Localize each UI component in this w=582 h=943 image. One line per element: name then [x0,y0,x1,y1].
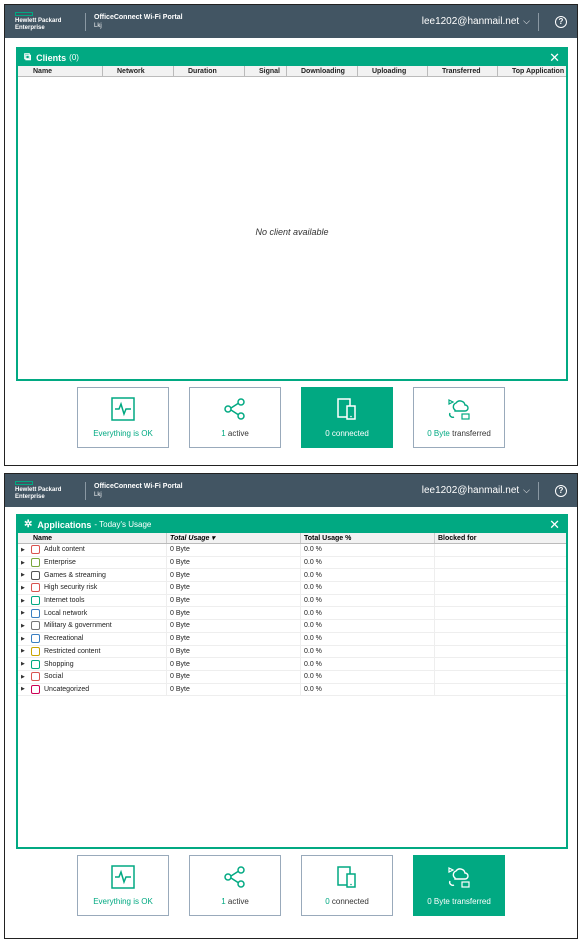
app-name: Internet tools [44,597,85,605]
app-name-cell [18,646,167,658]
total-usage-pct-cell: 0.0 % [301,569,435,581]
app-name-cell [18,544,167,556]
total-usage-pct-cell: 0.0 % [301,582,435,594]
app-name-cell [18,633,167,645]
devices-icon [335,865,359,889]
table-row[interactable] [18,557,566,570]
user-email: lee1202@hanmail.net [421,16,520,27]
portal-title: OfficeConnect Wi-Fi Portal [94,14,183,21]
total-usage-cell: 0 Byte [167,544,301,556]
logo-mark [15,12,33,16]
total-usage-pct-cell: 0.0 % [301,557,435,569]
games-icon [31,571,40,580]
close-icon[interactable]: ✕ [549,517,560,532]
chevron-down-icon: ⌵ [523,16,530,26]
total-usage-pct-cell: 0.0 % [301,658,435,670]
total-usage-cell: 0 Byte [167,671,301,683]
military-icon [31,621,40,630]
clients-count: (0) [69,53,79,62]
divider [538,482,539,500]
summary-tiles [77,855,505,916]
total-usage-pct-cell: 0.0 % [301,595,435,607]
clients-table-header [18,66,566,77]
transferred-label: transferred [452,897,491,906]
total-usage-cell: 0 Byte [167,569,301,581]
blocked-for-cell [435,557,566,569]
uncategorized-icon [31,685,40,694]
app-name-cell [18,620,167,632]
portal-title: OfficeConnect Wi-Fi Portal [94,483,183,490]
total-usage-pct-cell: 0.0 % [301,620,435,632]
chevron-down-icon: ⌵ [523,485,530,495]
table-row[interactable] [18,671,566,684]
expand-arrow-icon[interactable]: ▶ [21,661,25,668]
screen-applications [4,473,578,939]
app-name-cell [18,658,167,670]
col-name[interactable]: Name [18,533,167,543]
app-name-cell [18,684,167,696]
app-name: Local network [44,609,88,617]
brand-line1: Hewlett Packard [15,486,62,493]
expand-arrow-icon[interactable]: ▶ [21,584,25,591]
user-email: lee1202@hanmail.net [421,485,520,496]
table-row[interactable] [18,582,566,595]
blocked-for-cell [435,671,566,683]
table-row[interactable] [18,569,566,582]
user-menu[interactable] [422,485,530,496]
top-bar [5,5,577,38]
col-name[interactable]: Name [18,66,103,76]
expand-arrow-icon[interactable]: ▶ [21,622,25,629]
sort-desc-icon: ▾ [211,535,215,542]
expand-arrow-icon[interactable]: ▶ [21,597,25,604]
clients-panel [16,47,568,381]
col-blocked-for[interactable]: Blocked for [438,535,477,542]
summary-tiles [77,387,505,448]
app-name: Military & government [44,622,112,630]
site-name: Lkj [94,23,102,29]
col-total-usage[interactable] [167,533,301,543]
total-usage-cell: 0 Byte [167,646,301,658]
app-name: Restricted content [44,647,101,655]
transferred-tile[interactable] [413,855,505,916]
shopping-icon [31,660,40,669]
blocked-for-cell [435,569,566,581]
screen-clients [4,4,578,466]
cloud-transfer-icon [447,865,471,889]
applications-rows [18,544,566,696]
blocked-for-cell [435,658,566,670]
active-label: active [227,897,249,906]
blocked-for-cell [435,607,566,619]
total-usage-pct-cell: 0.0 % [301,646,435,658]
table-row[interactable] [18,544,566,557]
total-usage-cell: 0 Byte [167,582,301,594]
brand-line2: Enterprise [15,24,45,31]
transferred-tile[interactable] [413,387,505,448]
panel-subtitle: - Today's Usage [94,520,152,529]
transferred-amount: 0 Byte [427,429,450,438]
col-total-usage-pct[interactable]: Total Usage % [301,533,435,543]
top-bar [5,474,577,507]
share-icon [223,397,247,421]
total-usage-pct-cell: 0.0 % [301,633,435,645]
app-name-cell [18,595,167,607]
share-icon [223,865,247,889]
security-risk-icon [31,583,40,592]
app-name: High security risk [44,584,98,592]
col-top-application[interactable]: Top Application [512,68,565,75]
total-usage-cell: 0 Byte [167,595,301,607]
divider [85,13,86,31]
clients-panel-header [18,49,566,66]
app-name: Adult content [44,546,85,554]
expand-arrow-icon[interactable]: ▶ [21,559,25,566]
adult-content-icon [31,545,40,554]
applications-table-header [18,533,566,544]
applications-panel-header [18,516,566,533]
table-row[interactable] [18,595,566,608]
app-name-cell [18,671,167,683]
total-usage-cell: 0 Byte [167,658,301,670]
hpe-logo [15,12,77,32]
divider [85,482,86,500]
divider [538,13,539,31]
blocked-for-cell [435,595,566,607]
expand-arrow-icon[interactable]: ▶ [21,673,25,680]
app-name: Recreational [44,635,84,643]
help-button[interactable]: ? [555,16,567,28]
brand-line2: Enterprise [15,493,45,500]
total-usage-cell: 0 Byte [167,620,301,632]
portal-title-block [94,482,183,499]
total-usage-cell: 0 Byte [167,607,301,619]
table-row[interactable] [18,620,566,633]
app-name: Games & streaming [44,571,106,579]
panel-title: Applications [37,519,92,530]
internet-tools-icon [31,596,40,605]
empty-message: No client available [255,227,329,237]
app-name-cell [18,557,167,569]
table-row[interactable] [18,607,566,620]
applications-panel [16,514,568,849]
hpe-logo [15,481,77,501]
app-name-cell [18,569,167,581]
blocked-for-cell [435,633,566,645]
expand-arrow-icon[interactable]: ▶ [21,686,25,693]
restricted-icon [31,647,40,656]
cloud-transfer-icon [447,397,471,421]
table-row[interactable] [18,684,566,697]
col-uploading[interactable]: Uploading [358,66,428,76]
app-name-cell [18,607,167,619]
blocked-for-cell [435,582,566,594]
app-name: Uncategorized [44,685,90,693]
enterprise-icon [31,558,40,567]
col-downloading[interactable]: Downloading [287,66,358,76]
total-usage-cell: 0 Byte [167,633,301,645]
status-label: Everything is OK [93,429,153,438]
social-icon [31,672,40,681]
table-row[interactable] [18,658,566,671]
help-button[interactable]: ? [555,485,567,497]
connected-label: connected [331,897,369,906]
status-tile[interactable] [77,855,169,916]
user-menu[interactable] [422,16,530,27]
table-row[interactable] [18,633,566,646]
status-label: Everything is OK [93,897,153,906]
col-transferred[interactable]: Transferred [428,66,498,76]
app-name: Social [44,673,64,681]
expand-arrow-icon[interactable]: ▶ [21,635,25,642]
connected-count: 0 [325,897,330,906]
total-usage-pct-cell: 0.0 % [301,684,435,696]
site-name: Lkj [94,492,102,498]
active-tile[interactable] [189,387,281,448]
table-row[interactable] [18,646,566,659]
recreational-icon [31,634,40,643]
total-usage-cell: 0 Byte [167,557,301,569]
active-label: active [227,429,249,438]
total-usage-cell: 0 Byte [167,684,301,696]
app-name-cell [18,582,167,594]
col-duration[interactable]: Duration [174,66,245,76]
portal-title-block [94,13,183,30]
close-icon[interactable]: ✕ [549,50,560,65]
panel-title: Clients [36,52,67,63]
clients-icon: ⧉ [24,52,32,63]
active-tile[interactable] [189,855,281,916]
total-usage-pct-cell: 0.0 % [301,607,435,619]
col-signal[interactable]: Signal [245,66,287,76]
brand-line1: Hewlett Packard [15,17,62,24]
heartbeat-icon [111,865,135,889]
expand-arrow-icon[interactable]: ▶ [21,610,25,617]
app-name: Shopping [44,660,74,668]
expand-arrow-icon[interactable]: ▶ [21,546,25,553]
col-total-usage-label: Total Usage [170,535,210,542]
blocked-for-cell [435,684,566,696]
active-count: 1 [221,429,226,438]
total-usage-pct-cell: 0.0 % [301,671,435,683]
col-network[interactable]: Network [103,66,174,76]
transferred-label: transferred [452,429,491,438]
connected-tile[interactable] [301,855,393,916]
connected-count: 0 [325,429,330,438]
blocked-for-cell [435,646,566,658]
applications-icon: ✲ [24,519,33,530]
connected-label: connected [331,429,369,438]
active-count: 1 [221,897,226,906]
expand-arrow-icon[interactable]: ▶ [21,572,25,579]
heartbeat-icon [111,397,135,421]
app-name: Enterprise [44,559,76,567]
expand-arrow-icon[interactable]: ▶ [21,648,25,655]
connected-tile[interactable] [301,387,393,448]
devices-icon [335,397,359,421]
status-tile[interactable] [77,387,169,448]
blocked-for-cell [435,620,566,632]
logo-mark [15,481,33,485]
local-network-icon [31,609,40,618]
blocked-for-cell [435,544,566,556]
transferred-amount: 0 Byte [427,897,450,906]
total-usage-pct-cell: 0.0 % [301,544,435,556]
